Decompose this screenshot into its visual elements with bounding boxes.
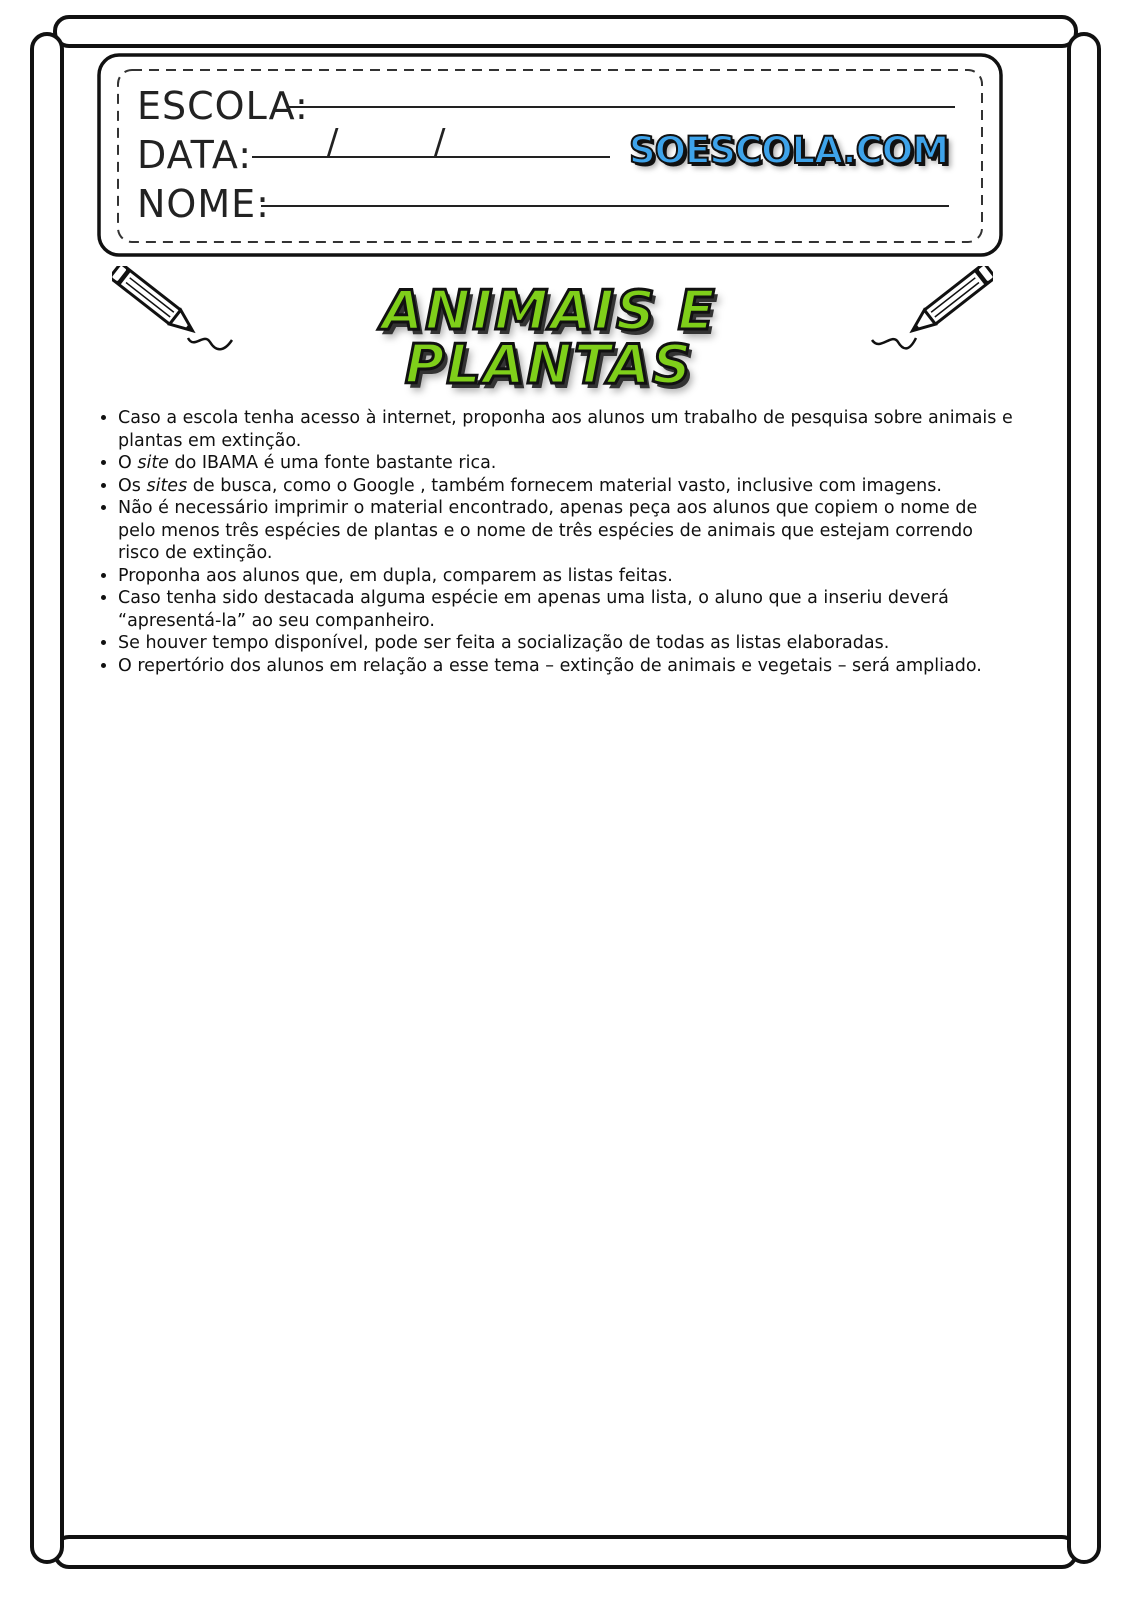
list-item: • Caso tenha sido destacada alguma espécie em apenas uma lista, o aluno que a inseriu deverá “apresentá-la” ao seu companheiro. — [118, 587, 1018, 632]
list-item: • Se houver tempo disponível, pode ser feita a socialização de todas as listas elaboradas. — [118, 632, 1018, 655]
nome-label: NOME: — [137, 182, 270, 226]
list-item: • Proponha aos alunos que, em dupla, comparem as listas feitas. — [118, 565, 1018, 588]
instructions-list — [96, 407, 1018, 677]
soescola-logo: SOESCOLA.COM — [629, 129, 949, 172]
list-item — [118, 475, 1018, 498]
data-line[interactable] — [252, 156, 610, 158]
escola-label: ESCOLA: — [137, 84, 309, 128]
item-text-emphasis: site — [137, 453, 169, 473]
date-separator-2: / — [434, 122, 446, 162]
nome-line[interactable] — [261, 205, 949, 207]
item-text-pre: Os — [118, 475, 147, 496]
page-title: ANIMAIS E PLANTAS — [381, 279, 717, 396]
item-text-emphasis: sites — [146, 475, 188, 496]
list-item: • Caso a escola tenha acesso à internet, proponha aos alunos um trabalho de pesquisa sobre animais e plantas em extinção. — [118, 407, 1018, 452]
right-pencil-icon — [868, 266, 993, 352]
item-text-post: do IBAMA é uma fonte bastante rica. — [168, 453, 497, 473]
escola-line[interactable] — [288, 106, 955, 108]
list-item — [118, 452, 1018, 475]
left-pencil-icon — [112, 266, 237, 352]
date-separator-1: / — [327, 122, 339, 162]
list-item: • Não é necessário imprimir o material encontrado, apenas peça aos alunos que copiem o nome de pelo menos três espécies de plantas e o nome de três espécies de animais que estejam correndo risco de extinção. — [118, 497, 1018, 565]
item-text-pre: O — [118, 453, 138, 473]
data-label: DATA: — [137, 133, 253, 177]
item-text-post: de busca, como o Google , também fornecem material vasto, inclusive com imagens. — [187, 475, 942, 496]
list-item: • O repertório dos alunos em relação a esse tema – extinção de animais e vegetais – será ampliado. — [118, 655, 1018, 678]
